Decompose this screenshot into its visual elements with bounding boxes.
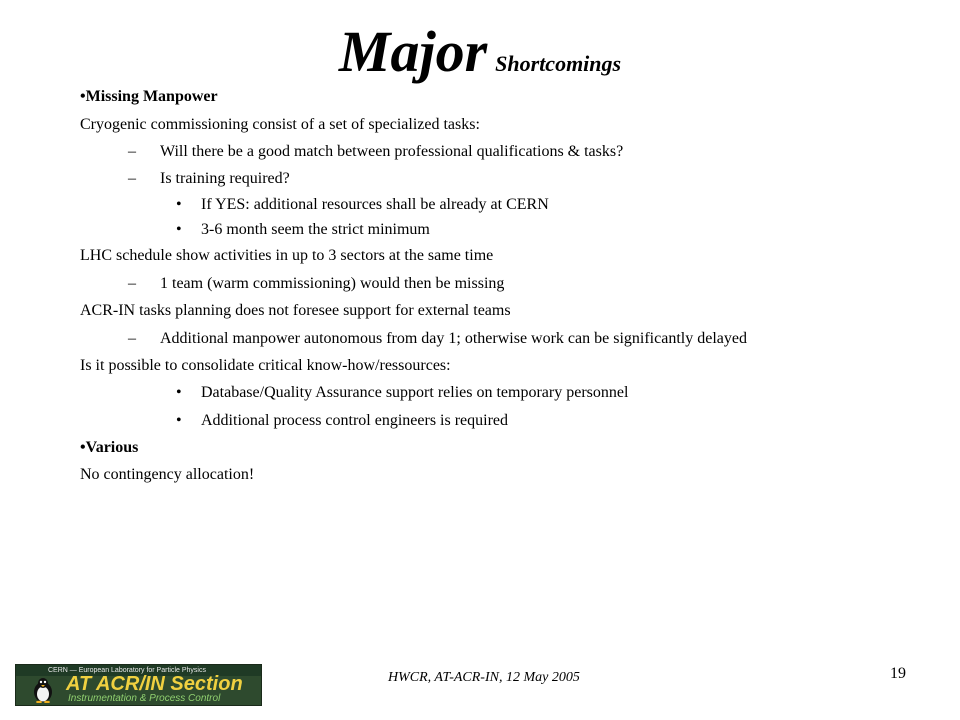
logo-subtitle: Instrumentation & Process Control bbox=[68, 693, 221, 704]
content-line bbox=[80, 465, 254, 485]
bullet-marker: • bbox=[176, 196, 182, 213]
section-logo bbox=[15, 664, 262, 706]
page-number: 19 bbox=[890, 665, 906, 682]
content-line bbox=[128, 169, 290, 189]
line-text: Database/Quality Assurance support relies on temporary personnel bbox=[201, 384, 629, 401]
content-line bbox=[176, 383, 629, 403]
line-text: Missing Manpower bbox=[85, 88, 218, 105]
content-line bbox=[128, 329, 747, 349]
content-line bbox=[80, 438, 138, 458]
footer-text: HWCR, AT-ACR-IN, 12 May 2005 bbox=[388, 670, 580, 685]
line-text: Additional manpower autonomous from day 1; otherwise work can be significantly delayed bbox=[160, 330, 747, 347]
bullet-marker: • bbox=[80, 88, 86, 105]
line-text: Is it possible to consolidate critical know-how/ressources: bbox=[80, 357, 451, 374]
line-text: Is training required? bbox=[160, 170, 290, 187]
content-line bbox=[80, 246, 493, 266]
line-text: 3-6 month seem the strict minimum bbox=[201, 221, 430, 238]
content-line bbox=[80, 115, 480, 135]
content-line bbox=[176, 195, 549, 215]
line-text: LHC schedule show activities in up to 3 sectors at the same time bbox=[80, 247, 494, 264]
title-main: Major bbox=[338, 19, 488, 84]
content-line bbox=[128, 142, 624, 162]
content-line bbox=[176, 411, 509, 431]
content-line bbox=[80, 356, 451, 376]
content-line bbox=[80, 87, 218, 107]
line-text: Cryogenic commissioning consist of a set of specialized tasks: bbox=[80, 116, 480, 133]
dash-marker: – bbox=[128, 275, 136, 292]
bullet-marker: • bbox=[176, 221, 182, 238]
line-text: ACR-IN tasks planning does not foresee support for external teams bbox=[80, 302, 511, 319]
logo-top-text: CERN — European Laboratory for Particle Physics bbox=[16, 665, 261, 676]
dash-marker: – bbox=[128, 170, 136, 187]
dash-marker: – bbox=[128, 330, 136, 347]
dash-marker: – bbox=[128, 143, 136, 160]
content-line bbox=[176, 220, 430, 240]
line-text: If YES: additional resources shall be already at CERN bbox=[201, 196, 549, 213]
line-text: Various bbox=[85, 439, 139, 456]
bullet-marker: • bbox=[80, 439, 86, 456]
penguin-icon bbox=[32, 677, 54, 703]
bullet-marker: • bbox=[176, 384, 182, 401]
bullet-marker: • bbox=[176, 412, 182, 429]
slide-title bbox=[0, 18, 960, 85]
line-text: Additional process control engineers is required bbox=[201, 412, 509, 429]
line-text: 1 team (warm commissioning) would then be missing bbox=[160, 275, 505, 292]
logo-name: AT ACR/IN Section bbox=[66, 673, 243, 695]
line-text: Will there be a good match between professional qualifications & tasks? bbox=[160, 143, 624, 160]
content-line bbox=[128, 274, 505, 294]
title-sub: Shortcomings bbox=[495, 51, 622, 76]
line-text: No contingency allocation! bbox=[80, 466, 255, 483]
content-line bbox=[80, 301, 511, 321]
